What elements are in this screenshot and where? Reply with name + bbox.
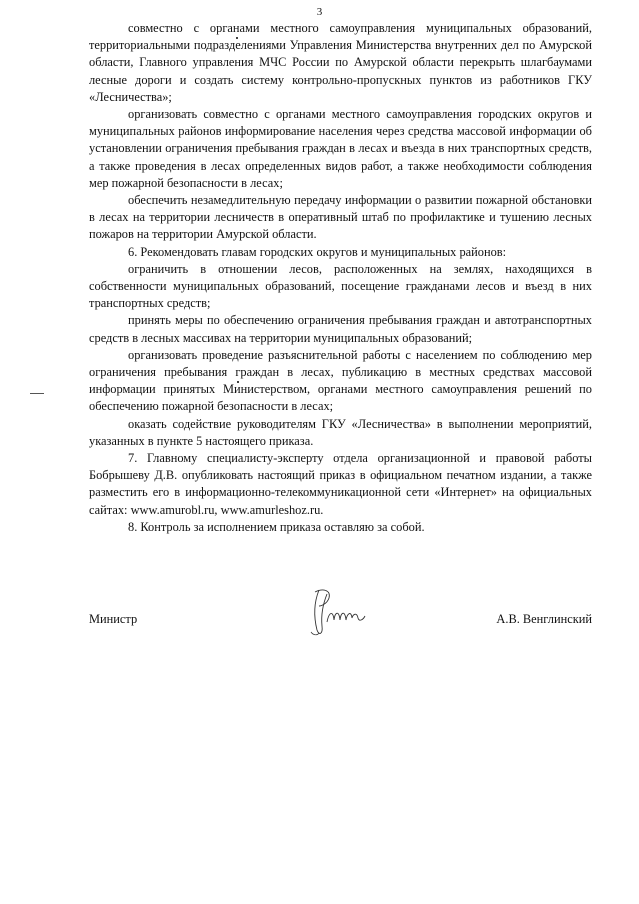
page-number: 3 [316, 6, 323, 18]
paragraph: 7. Главному специалисту-эксперту отдела организационной и правовой работы Бобрышеву Д.В. опубликовать настоящий приказ в официальном печатном издании, а также разместить его в информационно-телекоммуникационной сети «Интернет» на официальных сайтах: www.amurobl.ru, www.amurleshoz.ru. [89, 451, 592, 517]
margin-mark [30, 393, 44, 394]
signer-title: Министр [89, 612, 138, 626]
paragraph: оказать содействие руководителям ГКУ «Лесничества» в выполнении мероприятий, указанных в пункте 5 настоящего приказа. [89, 416, 592, 448]
document-body [89, 20, 592, 536]
paragraph: организовать совместно с органами местного самоуправления городских округов и муниципальных районов информирование населения через средства массовой информации об установлении ограничения пребывания граждан в лесах и въезда в них транспортных средств, а также проведения в лесах определенных видов работ, а также необходимости соблюдения мер пожарной безопасности в лесах; [89, 107, 592, 190]
paragraph: ограничить в отношении лесов, расположенных на землях, находящихся в собственности муниципальных образований, посещение гражданами лесов и въезд в них транспортных средств; [89, 261, 592, 311]
paragraph: совместно с органами местного самоуправления муниципальных образований, территориальными подразделениями Управления Министерства внутренних дел по Амурской области, Главного управления МЧС России по Амурской области перекрыть шлагбаумами лесные дороги и создать систему контрольно-пропускных пунктов из работников ГКУ «Лесничества»; [89, 21, 592, 104]
paragraph: 8. Контроль за исполнением приказа оставляю за собой. [128, 519, 425, 534]
paragraph: обеспечить незамедлительную передачу информации о развитии пожарной обстановки в лесах на территории лесничеств в оперативный штаб по профилактике и тушению лесных пожаров на территории Амурской области. [89, 193, 592, 242]
signer-name: А.В. Венглинский [496, 612, 592, 626]
signature-block [89, 612, 592, 632]
paragraph: 6. Рекомендовать главам городских округов и муниципальных районов: [128, 244, 507, 259]
paragraph: организовать проведение разъяснительной работы с населением по соблюдению мер ограничения пребывания граждан в лесах, публикацию в местных средствах массовой информации принятых Министерством, органами местного самоуправления решений по обеспечению пожарной безопасности в лесах; [89, 347, 592, 414]
paragraph: принять меры по обеспечению ограничения пребывания граждан и автотранспортных средств в лесных массивах на территории муниципальных образований; [89, 313, 592, 345]
